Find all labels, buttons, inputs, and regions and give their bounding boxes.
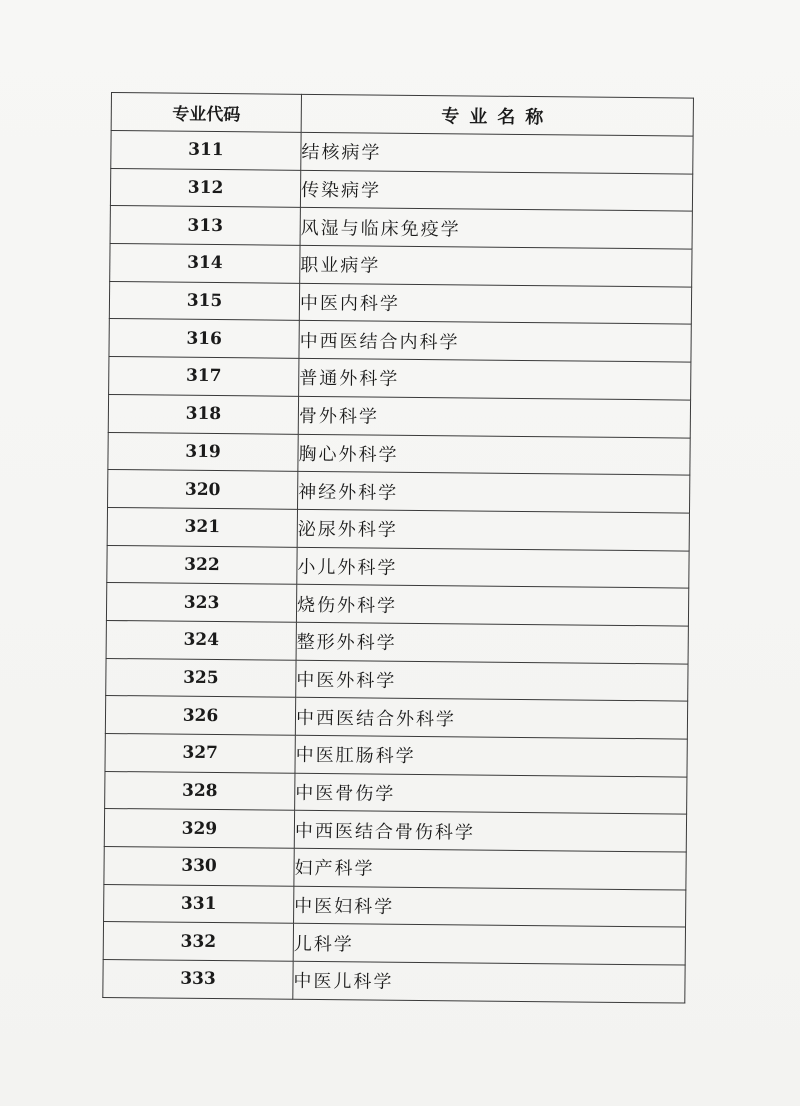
table-row [108, 432, 690, 475]
specialty-name-cell: 妇产科学 [294, 848, 686, 889]
specialty-table [102, 92, 694, 1003]
specialty-code-cell: 320 [108, 470, 298, 510]
specialty-name-cell: 中西医结合内科学 [299, 321, 691, 362]
table-header-row [111, 93, 693, 137]
specialty-code-cell: 325 [106, 658, 296, 698]
specialty-code-cell: 311 [111, 131, 301, 171]
specialty-name-cell: 泌尿外科学 [297, 509, 689, 550]
specialty-code-cell: 318 [108, 394, 298, 434]
specialty-code-cell: 331 [104, 884, 294, 924]
table-row [107, 507, 689, 550]
specialty-code-cell: 319 [108, 432, 298, 472]
specialty-name-cell: 结核病学 [301, 132, 693, 173]
table-row [106, 583, 688, 626]
table-row [106, 658, 688, 701]
table-row [109, 357, 691, 400]
table-row [108, 394, 690, 437]
table-row [105, 771, 687, 814]
specialty-name-cell: 中医内科学 [299, 283, 691, 324]
specialty-name-cell: 整形外科学 [296, 622, 688, 663]
column-header-name: 专业名称 [301, 94, 693, 136]
table-row [106, 620, 688, 663]
specialty-code-cell: 329 [104, 809, 294, 849]
table-row [107, 545, 689, 588]
specialty-code-cell: 321 [107, 507, 297, 547]
table-row [103, 960, 685, 1003]
specialty-code-cell: 317 [109, 357, 299, 397]
table-body [103, 131, 693, 1003]
specialty-name-cell: 中医儿科学 [293, 961, 685, 1002]
specialty-name-cell: 儿科学 [293, 924, 685, 965]
specialty-name-cell: 中医肛肠科学 [295, 735, 687, 776]
specialty-name-cell: 中西医结合骨伤科学 [294, 811, 686, 852]
specialty-name-cell: 胸心外科学 [298, 434, 690, 475]
column-header-code: 专业代码 [111, 93, 301, 133]
specialty-code-cell: 324 [106, 620, 296, 660]
table-row [104, 847, 686, 890]
specialty-name-cell: 风湿与临床免疫学 [300, 208, 692, 249]
specialty-name-cell: 职业病学 [300, 245, 692, 286]
specialty-code-cell: 322 [107, 545, 297, 585]
table-row [111, 131, 693, 174]
table-row [105, 696, 687, 739]
table-row [109, 281, 691, 324]
specialty-name-cell: 普通外科学 [299, 358, 691, 399]
specialty-code-cell: 330 [104, 847, 294, 887]
specialty-code-cell: 333 [103, 960, 293, 1000]
specialty-name-cell: 神经外科学 [298, 471, 690, 512]
specialty-code-cell: 323 [106, 583, 296, 623]
specialty-code-cell: 313 [110, 206, 300, 246]
specialty-code-cell: 327 [105, 733, 295, 773]
specialty-code-cell: 316 [109, 319, 299, 359]
table-row [104, 884, 686, 927]
table-row [104, 809, 686, 852]
specialty-name-cell: 中西医结合外科学 [295, 698, 687, 739]
specialty-code-cell: 314 [110, 244, 300, 284]
table-row [103, 922, 685, 965]
specialty-name-cell: 小儿外科学 [297, 547, 689, 588]
specialty-name-cell: 中医妇科学 [294, 886, 686, 927]
table-row [105, 733, 687, 776]
specialty-name-cell: 烧伤外科学 [296, 585, 688, 626]
specialty-name-cell: 中医外科学 [296, 660, 688, 701]
specialty-code-cell: 332 [103, 922, 293, 962]
specialty-name-cell: 传染病学 [300, 170, 692, 211]
specialty-code-cell: 326 [105, 696, 295, 736]
specialty-code-cell: 312 [110, 168, 300, 208]
table-row [110, 244, 692, 287]
table-row [108, 470, 690, 513]
specialty-name-cell: 中医骨伤学 [295, 773, 687, 814]
table-row [110, 206, 692, 249]
specialty-code-cell: 315 [109, 281, 299, 321]
specialty-name-cell: 骨外科学 [298, 396, 690, 437]
table-row [109, 319, 691, 362]
specialty-code-cell: 328 [105, 771, 295, 811]
table-row [110, 168, 692, 211]
